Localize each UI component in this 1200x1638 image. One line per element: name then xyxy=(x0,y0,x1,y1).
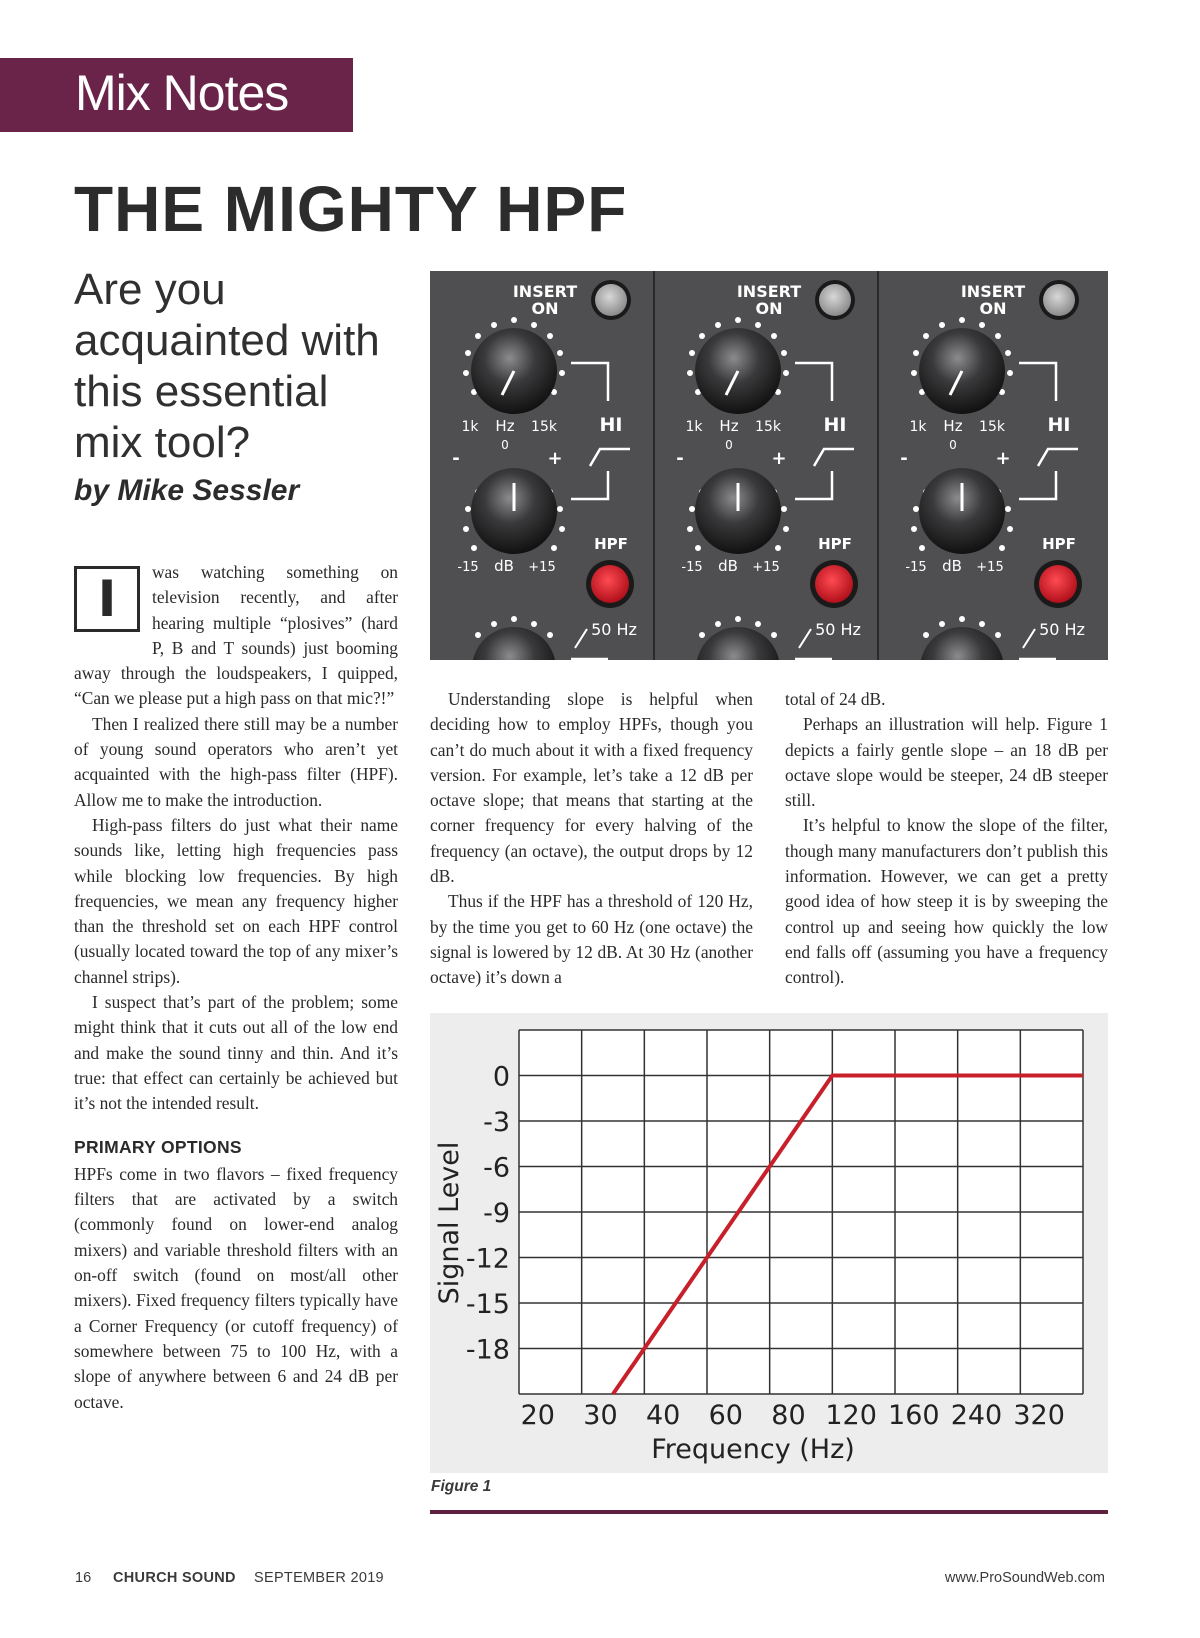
minus-mark: - xyxy=(900,448,908,469)
freq-label-unit: Hz xyxy=(943,417,963,435)
y-tick-label: -18 xyxy=(465,1334,510,1366)
page-number: 16 xyxy=(75,1570,92,1586)
hi-label: HI xyxy=(823,414,847,436)
byline: by Mike Sessler xyxy=(74,474,300,507)
plus-mark: + xyxy=(547,448,563,469)
paragraph: Thus if the HPF has a threshold of 120 Hz, by the time you get to 60 Hz (one octave) the signal is lowered by 12 dB. At 30 Hz (another octave) it’s down a xyxy=(430,891,753,988)
zero-mark: 0 xyxy=(949,438,957,452)
gain-label-low: -15 xyxy=(457,560,479,575)
hi-label: HI xyxy=(1047,414,1071,436)
x-tick-label: 30 xyxy=(583,1400,618,1431)
hpf-label: HPF xyxy=(818,535,852,553)
paragraph: HPFs come in two flavors – fixed frequency filters that are activated by a switch (commonly found on lower-end analog mixers) and variable threshold filters with an on-off switch (found on most/all other mixers). Fixed frequency filters typically have a Corner Frequency (or cutoff frequency) of somewhere between 75 to 100 Hz, with a slope of anywhere between 6 and 24 dB per octave. xyxy=(74,1163,398,1412)
y-tick-label: -15 xyxy=(465,1289,510,1320)
x-tick-label: 120 xyxy=(825,1400,877,1431)
paragraph: total of 24 dB. xyxy=(785,689,886,709)
mixer-channel-photo xyxy=(430,271,1108,660)
paragraph: Perhaps an illustration will help. Figure 1 depicts a fairly gentle slope – an 18 dB per octave slope would be steeper, 24 dB steeper still. xyxy=(785,714,1108,811)
mixer-panel-illustration xyxy=(430,271,1108,660)
drop-cap: I xyxy=(74,566,140,632)
on-label: ON xyxy=(531,299,559,318)
hpf-50hz-label: 50 Hz xyxy=(591,620,637,639)
insert-label: INSERT xyxy=(960,282,1026,301)
section-label: Mix Notes xyxy=(75,65,289,121)
freq-label-unit: Hz xyxy=(495,417,515,435)
x-tick-label: 160 xyxy=(888,1400,940,1431)
channel-strip xyxy=(900,280,1090,660)
on-label: ON xyxy=(979,299,1007,318)
gain-label-unit: dB xyxy=(494,557,514,575)
y-tick-label: -3 xyxy=(483,1107,510,1138)
paragraph: Then I realized there still may be a number of young sound operators who aren’t yet acquainted with the high-pass filter (HPF). Allow me to make the introduction. xyxy=(74,713,398,810)
freq-label-high: 15k xyxy=(755,419,781,435)
figure-rule xyxy=(430,1510,1108,1514)
freq-label-low: 1k xyxy=(685,419,703,435)
column-1 xyxy=(74,560,398,1415)
y-tick-labels xyxy=(466,1062,510,1366)
x-tick-label: 240 xyxy=(950,1400,1003,1431)
hpf-50hz-label: 50 Hz xyxy=(815,620,861,639)
section-banner xyxy=(0,58,353,132)
y-axis-label: Signal Level xyxy=(434,1141,465,1305)
channel-strip xyxy=(676,280,866,660)
y-tick-label: -9 xyxy=(483,1198,510,1229)
zero-mark: 0 xyxy=(501,438,509,452)
paragraph: It’s helpful to know the slope of the filter, though many manufacturers don’t publish this information. However, we can get a pretty good idea of how steep it is by sweeping the control up and seeing how quickly the low end falls off (assuming you have a frequency control). xyxy=(785,815,1108,988)
subheading: PRIMARY OPTIONS xyxy=(74,1136,242,1157)
article-title: THE MIGHTY HPF xyxy=(74,173,628,245)
gain-label-high: +15 xyxy=(752,560,780,575)
y-tick-label: -6 xyxy=(483,1152,510,1184)
hi-label: HI xyxy=(599,414,623,436)
y-tick-label: 0 xyxy=(492,1061,510,1093)
paragraph: High-pass filters do just what their name sounds like, letting high frequencies pass while blocking low frequencies. By high frequencies, we mean any frequency higher than the threshold set on each HPF control (usually located toward the top of any mixer’s channel strips). xyxy=(74,814,398,987)
hpf-50hz-label: 50 Hz xyxy=(1039,620,1085,639)
x-tick-label: 60 xyxy=(708,1400,743,1431)
x-tick-label: 40 xyxy=(645,1400,681,1431)
figure-caption: Figure 1 xyxy=(431,1478,492,1495)
gain-label-low: -15 xyxy=(905,560,927,575)
insert-label: INSERT xyxy=(512,282,578,301)
insert-label: INSERT xyxy=(736,282,802,301)
freq-label-high: 15k xyxy=(979,419,1005,435)
website-link[interactable]: www.ProSoundWeb.com xyxy=(944,1570,1105,1586)
column-3 xyxy=(785,687,1108,991)
freq-label-unit: Hz xyxy=(719,417,739,435)
column-2 xyxy=(430,687,753,991)
plus-mark: + xyxy=(771,448,787,469)
paragraph: I was watching something on television recently, and after hearing multiple “plosives” (hard P, B and T sounds) just booming away through the loudspeakers, I quipped, “Can we please put a high pass on that mic?!” xyxy=(74,562,398,709)
hpf-label: HPF xyxy=(1042,535,1076,553)
gain-label-high: +15 xyxy=(528,560,556,575)
x-tick-label: 80 xyxy=(771,1400,806,1431)
magazine-name: CHURCH SOUND xyxy=(113,1570,236,1586)
x-tick-labels xyxy=(521,1400,1065,1431)
y-tick-label: -12 xyxy=(465,1243,510,1275)
issue-date: SEPTEMBER 2019 xyxy=(254,1570,384,1586)
x-tick-label: 20 xyxy=(520,1400,555,1431)
minus-mark: - xyxy=(676,448,684,469)
freq-label-low: 1k xyxy=(461,419,479,435)
x-axis-label: Frequency (Hz) xyxy=(651,1434,855,1465)
hpf-label: HPF xyxy=(594,535,628,553)
gain-label-high: +15 xyxy=(976,560,1004,575)
zero-mark: 0 xyxy=(725,438,733,452)
plus-mark: + xyxy=(995,448,1011,469)
gain-label-low: -15 xyxy=(681,560,703,575)
channel-strip xyxy=(452,280,642,660)
freq-label-high: 15k xyxy=(531,419,557,435)
x-tick-label: 320 xyxy=(1013,1400,1065,1431)
gain-label-unit: dB xyxy=(718,557,738,575)
chart-svg xyxy=(430,1013,1108,1473)
article-deck: Are you acquainted with this essential mix tool? xyxy=(74,265,380,467)
gain-label-unit: dB xyxy=(942,557,962,575)
minus-mark: - xyxy=(452,448,460,469)
on-label: ON xyxy=(755,299,783,318)
freq-label-low: 1k xyxy=(909,419,927,435)
paragraph: I suspect that’s part of the problem; some might think that it cuts out all of the low end and make the sound tinny and thin. And it’s true: that effect can certainly be achieved but it’s not the intended result. xyxy=(74,992,398,1114)
paragraph: Understanding slope is helpful when deciding how to employ HPFs, though you can’t do much about it with a fixed frequency version. For example, let’s take a 12 dB per octave slope; that means that starting at the corner frequency for every halving of the frequency (an octave), the output drops by 12 dB. xyxy=(430,689,753,887)
hpf-slope-chart xyxy=(430,1013,1108,1473)
